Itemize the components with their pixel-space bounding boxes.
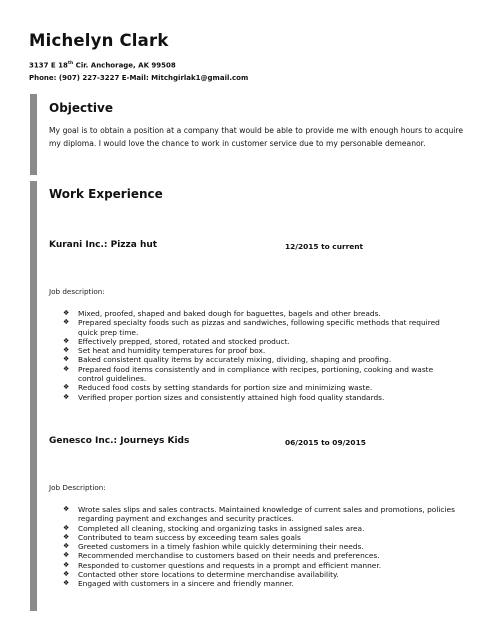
duty-text: Baked consistent quality items by accurately mixing, dividing, shaping and proofing. — [78, 355, 392, 365]
job-description-label: Job Description: — [49, 483, 106, 492]
contact-line: Phone: (907) 227-3227 E-Mail: Mitchgirlak1@gmail.com — [29, 74, 249, 82]
diamond-bullet-icon: ❖ — [63, 505, 70, 513]
duty-text: Reduced food costs by setting standards for portion size and minimizing waste. — [78, 383, 373, 393]
work-experience-heading: Work Experience — [49, 187, 163, 201]
duty-item — [63, 355, 461, 364]
job-description-label: Job description: — [49, 287, 105, 296]
diamond-bullet-icon: ❖ — [63, 364, 70, 373]
job-employer: Kurani Inc.: Pizza hut — [49, 240, 158, 250]
diamond-bullet-icon: ❖ — [63, 523, 70, 532]
duty-item — [63, 383, 461, 392]
diamond-bullet-icon: ❖ — [63, 542, 70, 551]
diamond-bullet-icon: ❖ — [63, 355, 70, 364]
diamond-bullet-icon: ❖ — [63, 570, 70, 579]
address-number: 3137 E 18 — [29, 61, 68, 70]
address-ordinal: th — [67, 61, 74, 66]
duty-item — [63, 533, 461, 542]
address-line — [29, 61, 176, 69]
duty-item — [63, 579, 461, 588]
duty-item — [63, 318, 461, 337]
duty-text: Completed all cleaning, stocking and organizing tasks in assigned sales area. — [78, 523, 365, 533]
objective-text: My goal is to obtain a position at a company that would be able to provide me with enough hours to acquire my diploma. I would love the chance to work in customer service due to my personable demeanor. — [49, 126, 463, 148]
duty-text: Responded to customer questions and requests in a prompt and efficient manner. — [78, 560, 382, 570]
duty-item — [63, 524, 461, 533]
duty-text: Mixed, proofed, shaped and baked dough for baguettes, bagels and other breads. — [78, 309, 381, 318]
duty-text: Verified proper portion sizes and consistently attained high food quality standards. — [78, 392, 385, 402]
duty-text: Recommended merchandise to customers based on their needs and preferences. — [78, 551, 380, 561]
job-dates: 12/2015 to current — [285, 242, 364, 251]
duty-item — [63, 551, 461, 560]
job-dates: 06/2015 to 09/2015 — [285, 438, 366, 447]
diamond-bullet-icon: ❖ — [63, 346, 70, 355]
duty-text: Set heat and humidity temperatures for proof box. — [78, 346, 266, 356]
objective-section-bar — [30, 94, 37, 175]
duty-text: Prepared specialty foods such as pizzas and sandwiches, following specific methods that required quick prep time. — [78, 318, 440, 337]
duty-text: Prepared food items consistently and in compliance with recipes, portioning, cooking and waste control guidelines. — [78, 364, 434, 384]
diamond-bullet-icon: ❖ — [63, 383, 70, 392]
duty-item — [63, 561, 461, 570]
address-rest: Cir. Anchorage, AK 99508 — [73, 61, 176, 70]
job-employer: Genesco Inc.: Journeys Kids — [49, 436, 190, 446]
diamond-bullet-icon: ❖ — [63, 560, 70, 569]
diamond-bullet-icon: ❖ — [63, 309, 70, 317]
diamond-bullet-icon: ❖ — [63, 336, 70, 345]
job-duties-list — [63, 309, 461, 402]
diamond-bullet-icon: ❖ — [63, 392, 70, 401]
duty-item — [63, 505, 461, 524]
duty-text: Effectively prepped, stored, rotated and stocked product. — [78, 336, 290, 346]
objective-heading: Objective — [49, 101, 113, 115]
duty-text: Engaged with customers in a sincere and friendly manner. — [78, 579, 294, 589]
diamond-bullet-icon: ❖ — [63, 532, 70, 541]
duty-text: Wrote sales slips and sales contracts. Maintained knowledge of current sales and promotions, policies regarding payment and exchanges and security practices. — [78, 505, 455, 524]
duty-text: Contacted other store locations to determine merchandise availability. — [78, 570, 339, 580]
candidate-name: Michelyn Clark — [29, 31, 169, 50]
duty-item — [63, 393, 461, 402]
diamond-bullet-icon: ❖ — [63, 579, 70, 588]
duty-item — [63, 365, 461, 384]
job-duties-list — [63, 505, 461, 589]
duty-item — [63, 542, 461, 551]
duty-item — [63, 337, 461, 346]
duty-text: Greeted customers in a timely fashion while quickly determining their needs. — [78, 542, 364, 552]
duty-item — [63, 309, 461, 318]
duty-item — [63, 570, 461, 579]
duty-text: Contributed to team success by exceeding team sales goals — [78, 532, 301, 542]
diamond-bullet-icon: ❖ — [63, 318, 70, 327]
duty-item — [63, 346, 461, 355]
diamond-bullet-icon: ❖ — [63, 551, 70, 560]
work-section-bar — [30, 181, 37, 611]
